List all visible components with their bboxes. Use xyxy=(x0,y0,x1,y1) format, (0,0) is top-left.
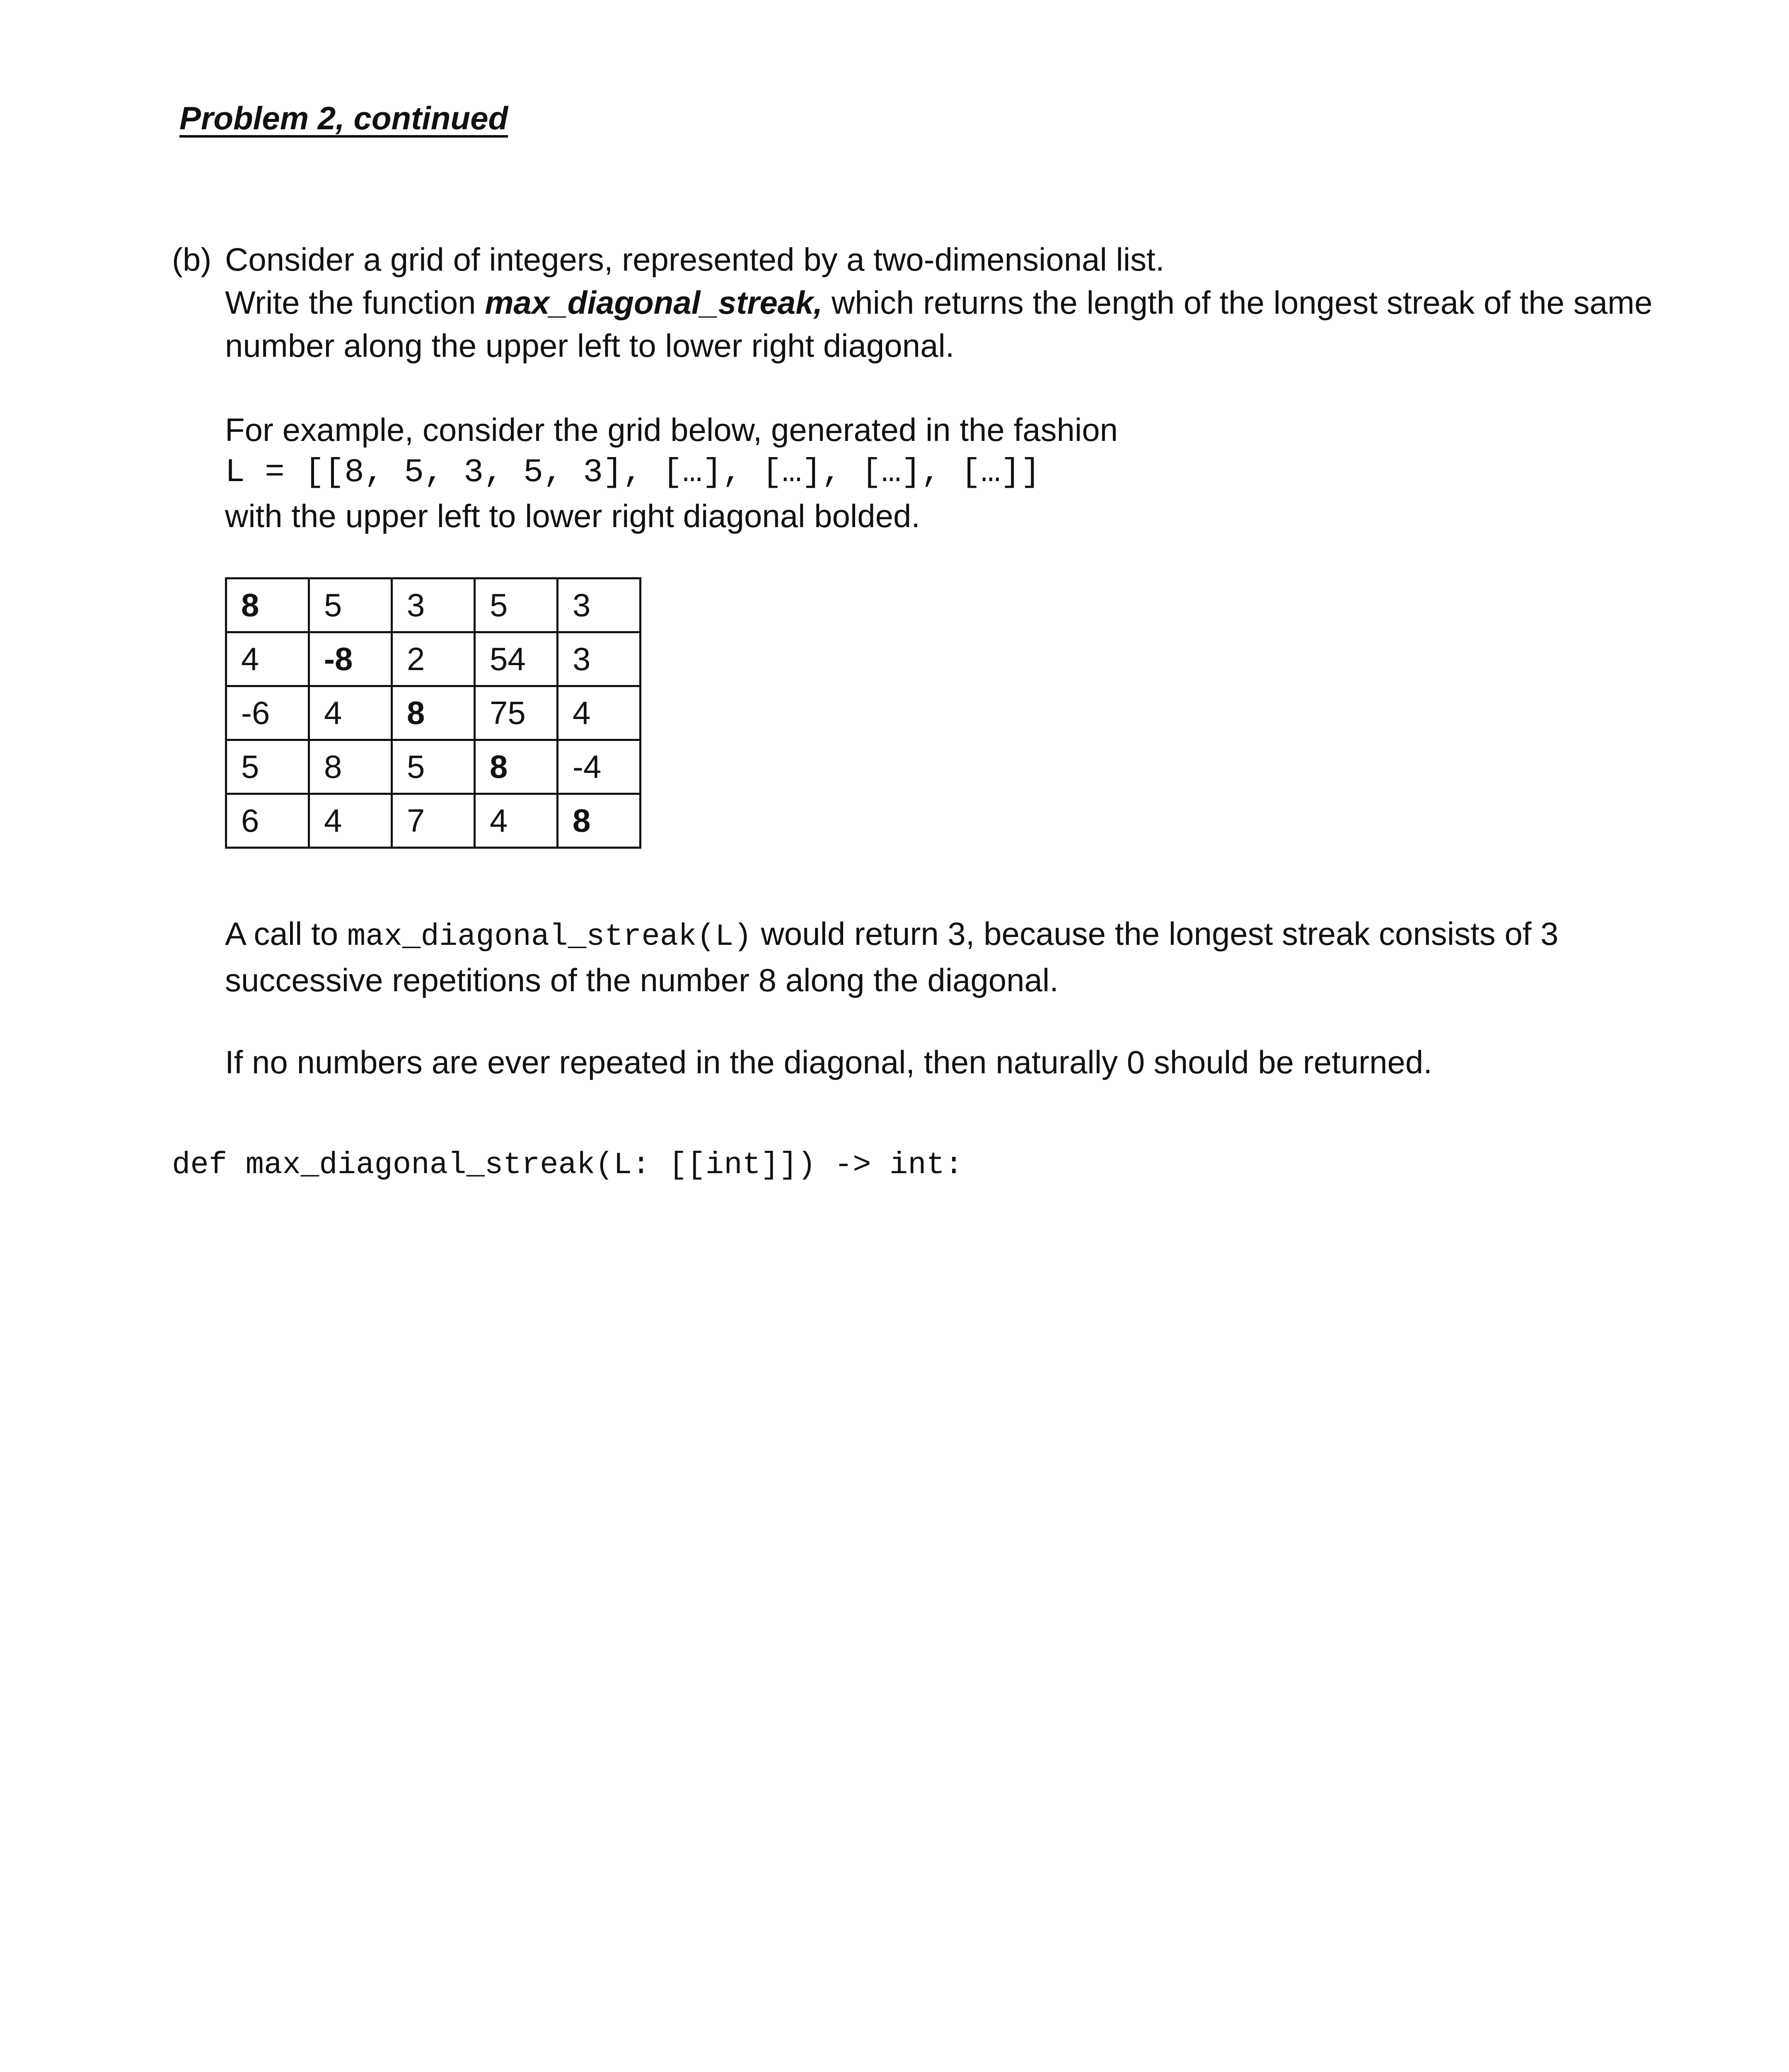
grid-cell: 7 xyxy=(392,794,475,848)
explanation-pre: A call to xyxy=(225,915,347,952)
problem-description xyxy=(225,238,1652,367)
example-grid xyxy=(225,577,641,849)
example-line-3: with the upper left to lower right diagonal bolded. xyxy=(225,498,921,534)
grid-cell: 5 xyxy=(475,579,558,632)
grid-cell: 54 xyxy=(475,632,558,686)
grid-cell: 3 xyxy=(392,579,475,632)
no-repeat-note: If no numbers are ever repeated in the diagonal, then naturally 0 should be returned. xyxy=(225,1044,1432,1080)
grid-cell: 4 xyxy=(309,794,392,848)
grid-row xyxy=(226,632,641,686)
grid-cell: 75 xyxy=(475,686,558,740)
grid-cell: 3 xyxy=(558,579,641,632)
grid-cell: -4 xyxy=(558,740,641,794)
example-line-1: For example, consider the grid below, generated in the fashion xyxy=(225,411,1118,448)
grid-cell: 4 xyxy=(309,686,392,740)
function-signature: def max_diagonal_streak(L: [[int]]) -> int: xyxy=(172,1148,963,1183)
grid-row xyxy=(226,794,641,848)
grid-cell: 4 xyxy=(226,632,309,686)
grid-row xyxy=(226,686,641,740)
grid-cell: 8 xyxy=(475,740,558,794)
grid-row xyxy=(226,740,641,794)
part-label: (b) xyxy=(172,241,212,278)
explanation xyxy=(225,912,1559,1002)
explanation-line-1 xyxy=(225,912,1559,959)
description-line-1: Consider a grid of integers, represented by a two-dimensional list. xyxy=(225,241,1165,278)
description-line-3: number along the upper left to lower right diagonal. xyxy=(225,327,955,364)
grid-cell: 5 xyxy=(392,740,475,794)
grid-cell: 5 xyxy=(309,579,392,632)
explanation-line-2: successive repetitions of the number 8 along the diagonal. xyxy=(225,962,1059,998)
description-line-2 xyxy=(225,281,1652,324)
description-line-2-post: which returns the length of the longest streak of the same xyxy=(822,284,1653,321)
grid-cell: 4 xyxy=(475,794,558,848)
explanation-post: would return 3, because the longest streak consists of 3 xyxy=(752,915,1559,952)
grid-cell: 8 xyxy=(226,579,309,632)
grid-cell: 8 xyxy=(309,740,392,794)
example-code: L = [[8, 5, 3, 5, 3], […], […], […], […]] xyxy=(225,454,1041,491)
description-line-2-pre: Write the function xyxy=(225,284,485,321)
function-name: max_diagonal_streak, xyxy=(485,284,823,321)
grid-cell: 2 xyxy=(392,632,475,686)
grid-cell: 8 xyxy=(392,686,475,740)
explanation-code: max_diagonal_streak(L) xyxy=(347,920,752,954)
grid-cell: 3 xyxy=(558,632,641,686)
grid-cell: -8 xyxy=(309,632,392,686)
grid-cell: 5 xyxy=(226,740,309,794)
example-intro xyxy=(225,408,1118,537)
grid-cell: 6 xyxy=(226,794,309,848)
grid-cell: -6 xyxy=(226,686,309,740)
grid-cell: 4 xyxy=(558,686,641,740)
grid-row xyxy=(226,579,641,632)
grid-cell: 8 xyxy=(558,794,641,848)
page-heading: Problem 2, continued xyxy=(179,100,508,136)
